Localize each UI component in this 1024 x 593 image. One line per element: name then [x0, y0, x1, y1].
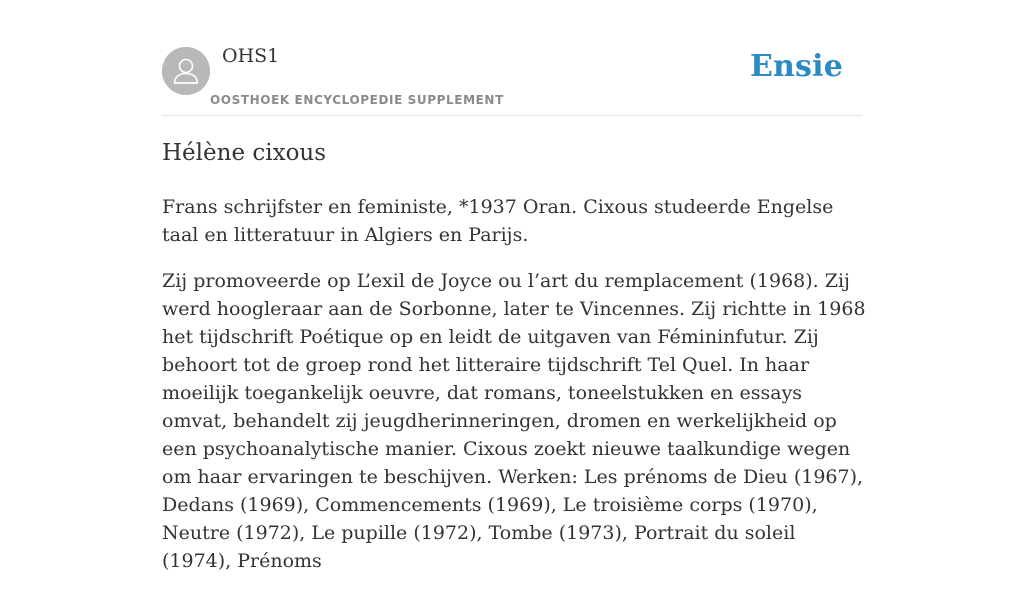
header [162, 0, 862, 116]
article-paragraph: Frans schrijfster en feministe, *1937 Oran. Cixous studeerde Engelse taal en litteratuur in Algiers en Parijs. [162, 196, 834, 246]
source-subtitle: OOSTHOEK ENCYCLOPEDIE SUPPLEMENT [210, 93, 504, 107]
username-link[interactable]: OHS1 [222, 45, 280, 67]
article-paragraph: Zij promoveerde op L’exil de Joyce ou l’art du remplacement (1968). Zij werd hoogleraar aan de Sorbonne, later te Vincennes. Zij richtte in 1968 het tijdschrift Poétique op en leidt de uitgaven van Fémininfutur. Zij behoort tot de groep rond het litteraire tijdschrift Tel Quel. In haar moeilijk toegankelijk oeuvre, dat romans, toneelstukken en essays omvat, behandelt zij jeugdherinneringen, dromen en werkelijkheid op een psychoanalytische manier. Cixous zoekt nieuwe taalkundige wegen om haar ervaringen te beschijven. Werken: Les prénoms de Dieu (1967), Dedans (1969), Commencements (1969), Le troisième corps (1970), Neutre (1972), Le pupille (1972), Tombe (1973), Portrait du soleil (1974), Prénoms [162, 270, 866, 572]
article-title: Hélène cixous [162, 140, 327, 166]
content-container [162, 0, 866, 572]
user-icon [162, 47, 210, 95]
article-body [162, 193, 867, 593]
avatar[interactable] [162, 47, 210, 95]
brand-logo-link[interactable]: Ensie [749, 49, 843, 84]
